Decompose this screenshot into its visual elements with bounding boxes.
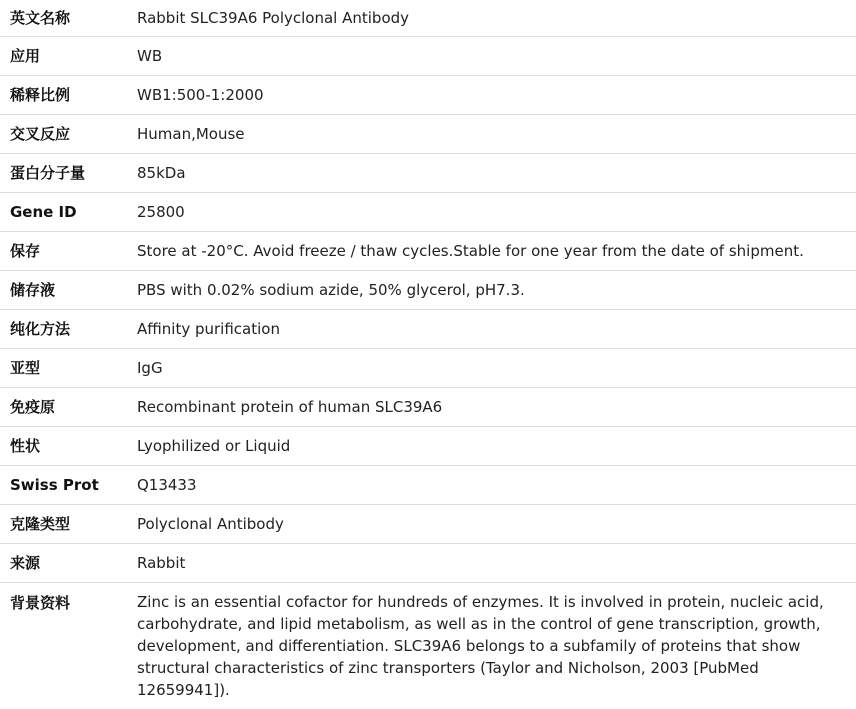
row-value-reactivity: Human,Mouse <box>136 115 856 154</box>
row-value-storage: Store at -20°C. Avoid freeze / thaw cycles.Stable for one year from the date of shipment. <box>136 232 856 271</box>
row-value-immunogen: Recombinant protein of human SLC39A6 <box>136 388 856 427</box>
table-row <box>0 193 856 232</box>
row-value-form: Lyophilized or Liquid <box>136 427 856 466</box>
table-row <box>0 232 856 271</box>
row-label-purification: 纯化方法 <box>0 310 136 349</box>
row-label-host: 来源 <box>0 544 136 583</box>
row-value-swiss-prot: Q13433 <box>136 466 856 505</box>
row-label-english-name: 英文名称 <box>0 0 136 37</box>
table-row <box>0 37 856 76</box>
row-label-storage: 保存 <box>0 232 136 271</box>
table-row <box>0 349 856 388</box>
table-row <box>0 505 856 544</box>
table-row <box>0 0 856 37</box>
row-label-gene-id: Gene ID <box>0 193 136 232</box>
row-value-host: Rabbit <box>136 544 856 583</box>
row-value-application: WB <box>136 37 856 76</box>
row-label-reactivity: 交叉反应 <box>0 115 136 154</box>
row-value-background: Zinc is an essential cofactor for hundreds of enzymes. It is involved in protein, nucleic acid, carbohydrate, and lipid metabolism, as well as in the control of gene transcription, growth, development, and differentiation. SLC39A6 belongs to a subfamily of proteins that show structural characteristics of zinc transporters (Taylor and Nicholson, 2003 [PubMed 12659941]). <box>137 593 824 699</box>
row-label-background: 背景资料 <box>10 594 71 612</box>
row-label-swiss-prot: Swiss Prot <box>0 466 136 505</box>
table-row <box>0 466 856 505</box>
table-row <box>0 427 856 466</box>
table-row <box>0 544 856 583</box>
table-row <box>0 271 856 310</box>
table-row <box>0 76 856 115</box>
table-row <box>0 310 856 349</box>
row-label-clonality: 克隆类型 <box>0 505 136 544</box>
table-row <box>0 154 856 193</box>
row-value-purification: Affinity purification <box>136 310 856 349</box>
row-label-application: 应用 <box>0 37 136 76</box>
row-value-clonality: Polyclonal Antibody <box>136 505 856 544</box>
row-value-dilution: WB1:500-1:2000 <box>136 76 856 115</box>
table-row <box>0 388 856 427</box>
row-label-buffer: 储存液 <box>0 271 136 310</box>
row-value-buffer: PBS with 0.02% sodium azide, 50% glycerol, pH7.3. <box>136 271 856 310</box>
row-label-isotype: 亚型 <box>0 349 136 388</box>
row-value-english-name: Rabbit SLC39A6 Polyclonal Antibody <box>136 0 856 37</box>
table-row <box>0 583 856 702</box>
row-value-isotype: IgG <box>136 349 856 388</box>
row-label-immunogen: 免疫原 <box>0 388 136 427</box>
table-row <box>0 115 856 154</box>
row-value-molecular-weight: 85kDa <box>136 154 856 193</box>
row-label-molecular-weight: 蛋白分子量 <box>0 154 136 193</box>
row-label-form: 性状 <box>0 427 136 466</box>
row-value-gene-id: 25800 <box>136 193 856 232</box>
row-label-dilution: 稀释比例 <box>0 76 136 115</box>
